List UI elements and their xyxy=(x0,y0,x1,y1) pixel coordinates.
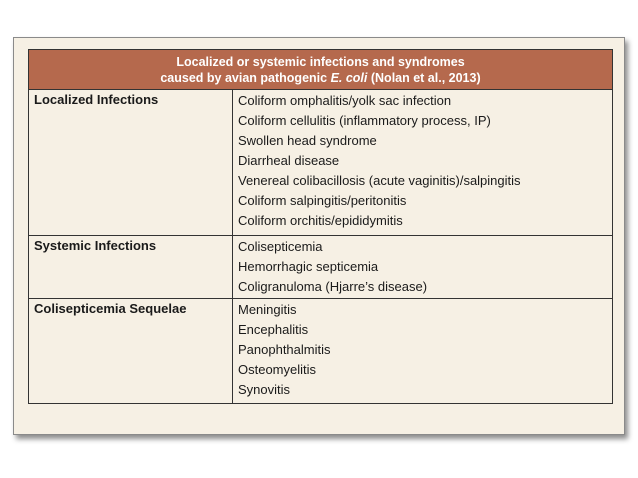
category-cell: Systemic Infections xyxy=(29,236,233,298)
list-item: Coliform omphalitis/yolk sac infection xyxy=(238,93,452,108)
items-cell xyxy=(233,90,612,235)
list-item: Encephalitis xyxy=(238,322,309,337)
table-header xyxy=(29,50,612,90)
list-item: Coliform cellulitis (inflammatory process, IP) xyxy=(238,113,491,128)
category-cell: Localized Infections xyxy=(29,90,233,235)
table-title-line-1: Localized or systemic infections and syndromes xyxy=(176,55,465,69)
list-item: Coliform orchitis/epididymitis xyxy=(238,213,403,228)
list-item: Coligranuloma (Hjarre’s disease) xyxy=(238,279,428,294)
title-text-post: (Nolan et al., 2013) xyxy=(367,71,481,85)
items-cell xyxy=(233,299,612,403)
list-item: Swollen head syndrome xyxy=(238,133,377,148)
list-item: Hemorrhagic septicemia xyxy=(238,259,379,274)
infection-table xyxy=(28,49,613,404)
category-cell: Colisepticemia Sequelae xyxy=(29,299,233,403)
list-item: Osteomyelitis xyxy=(238,362,317,377)
table-card xyxy=(13,37,625,435)
list-item: Panophthalmitis xyxy=(238,342,331,357)
items-cell xyxy=(233,236,612,298)
table-row-sequelae xyxy=(29,299,612,403)
list-item: Venereal colibacillosis (acute vaginitis)/salpingitis xyxy=(238,173,521,188)
title-text-italic: E. coli xyxy=(330,71,368,85)
table-row-systemic xyxy=(29,236,612,299)
list-item: Colisepticemia xyxy=(238,239,323,254)
title-text-pre: caused by avian pathogenic xyxy=(160,71,331,85)
table-row-localized xyxy=(29,90,612,236)
list-item: Synovitis xyxy=(238,382,291,397)
table-title-line-2 xyxy=(29,70,612,86)
list-item: Meningitis xyxy=(238,302,297,317)
list-item: Coliform salpingitis/peritonitis xyxy=(238,193,407,208)
list-item: Diarrheal disease xyxy=(238,153,340,168)
